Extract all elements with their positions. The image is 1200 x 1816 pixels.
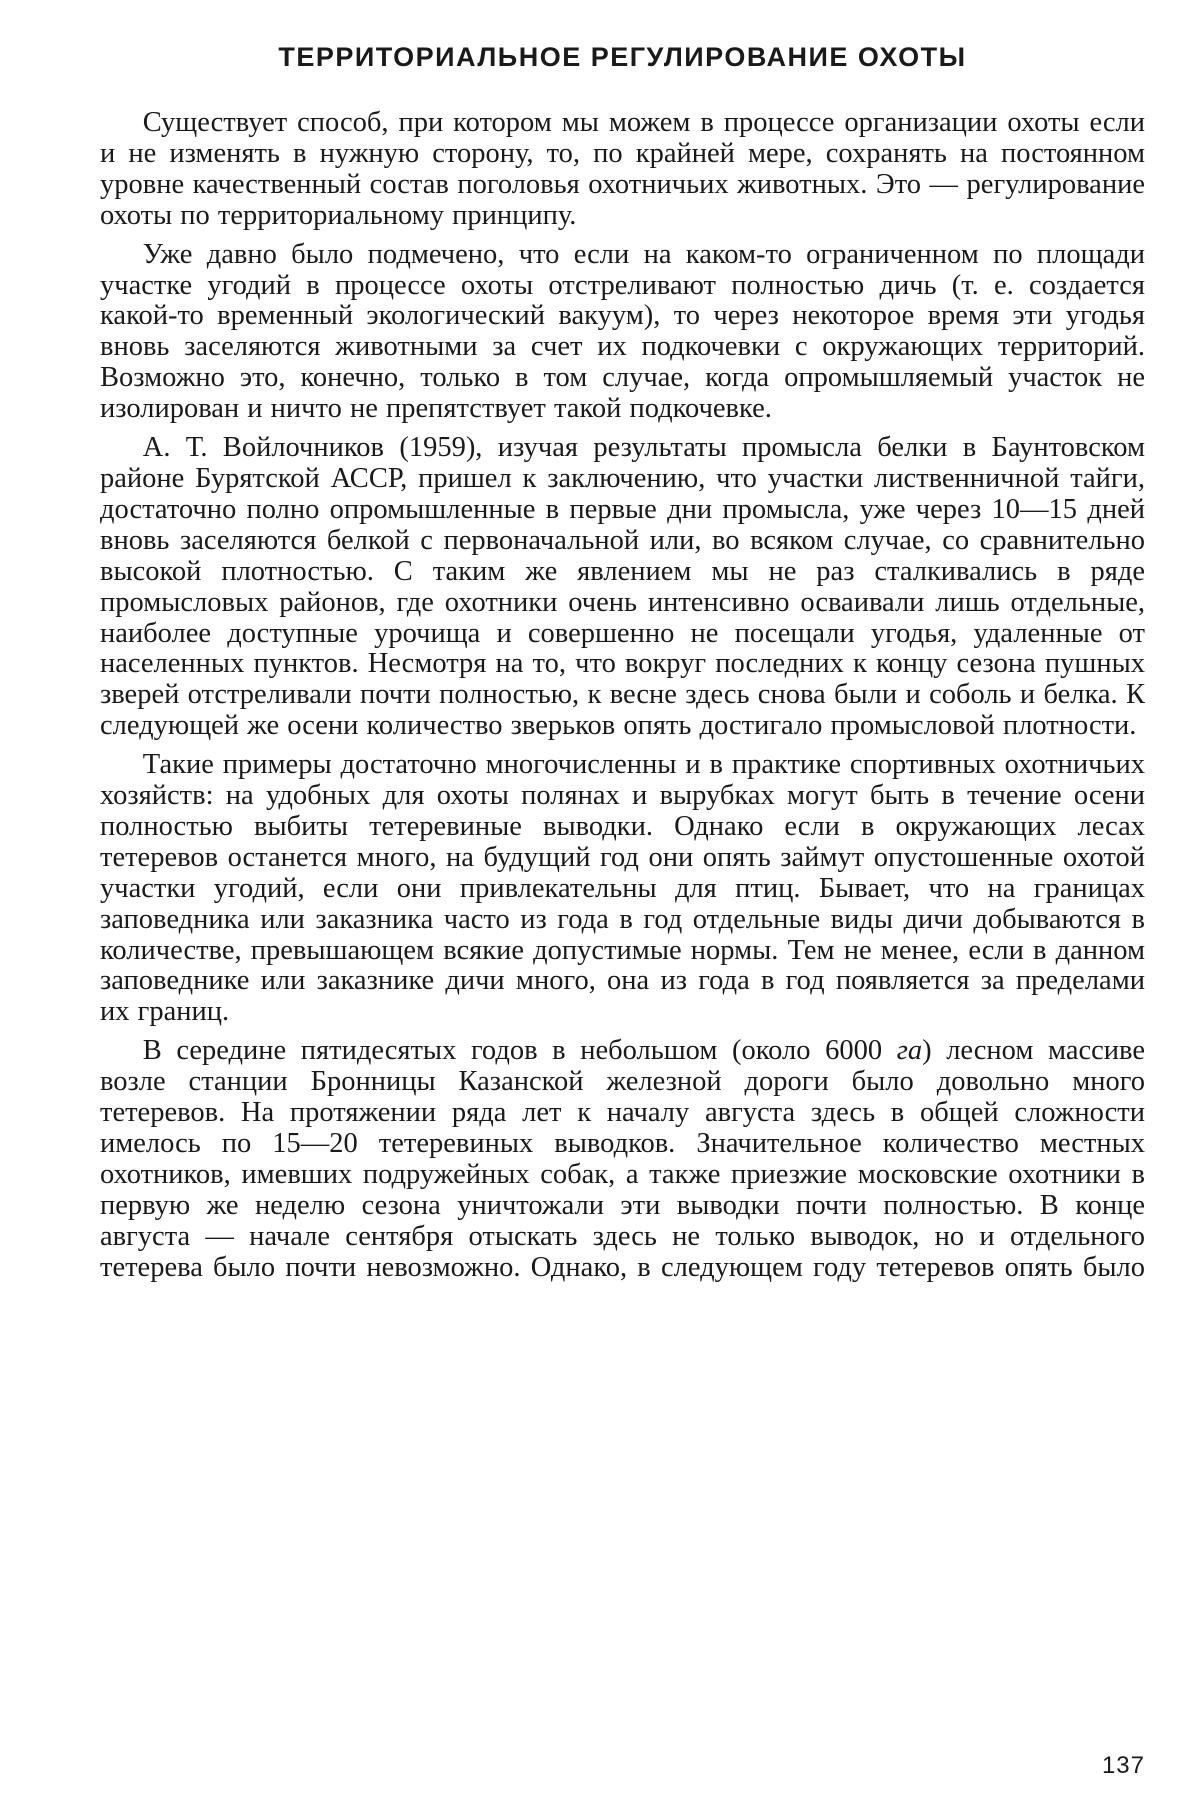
paragraph-5-start: В середине пятидесятых годов в небольшом (около 6000 [142, 1035, 897, 1067]
book-page [100, 40, 1145, 1780]
paragraph-3: А. Т. Войлочников (1959), изучая результаты промысла белки в Баунтовском районе Бурятской АССР, пришел к заключению, что участки лиственничной тайги, достаточно полно опромышленные в первые дни промысла, уже через 10—15 дней вновь заселяются белкой с первоначальной или, во всяком случае, со сравнительно высокой плотностью. С таким же явлением мы не раз сталкивались в ряде промысловых районов, где охотники очень интенсивно осваивали лишь отдельные, наиболее доступные урочища и совершенно не посещали угодья, удаленные от населенных пунктов. Несмотря на то, что вокруг последних к концу сезона пушных зверей отстреливали почти полностью, к весне здесь снова были и соболь и белка. К следующей же осени количество зверьков опять достигало промысловой плотности. [100, 432, 1145, 742]
page-number: 137 [1101, 1752, 1145, 1779]
chapter-heading: ТЕРРИТОРИАЛЬНОЕ РЕГУЛИРОВАНИЕ ОХОТЫ [278, 42, 967, 72]
paragraph-5 [100, 1036, 1145, 1283]
paragraph-5-rest: ) лесном массиве возле станции Бронницы Казанской железной дороги было довольно много тетеревов. На протяжении ряда лет к началу августа здесь в общей сложности имелось по 15—20 тетеревиных выводков. Значительное количество местных охотников, имевших подружейных собак, а также приезжие московские охотники в первую же неделю сезона уничтожали эти выводки почти полностью. В конце августа — начале сентября отыскать здесь не только выводок, но и отдельного тетерева было почти невозможно. Однако, в следующем году тетеревов опять было [100, 1035, 1146, 1283]
paragraph-1: Существует способ, при котором мы можем в процессе организации охоты если и не изменять в нужную сторону, то, по крайней мере, сохранять на постоянном уровне качественный состав поголовья охотничьих животных. Это — регулирование охоты по территориальному принципу. [100, 107, 1145, 231]
area-unit: га [896, 1035, 923, 1067]
paragraph-4: Такие примеры достаточно многочисленны и в практике спортивных охотничьих хозяйств: на удобных для охоты полянах и вырубках могут быть в течение осени полностью выбиты тетеревиные выводки. Однако если в окружающих лесах тетеревов останется много, на будущий год они опять займут опустошенные охотой участки угодий, если они привлекательны для птиц. Бывает, что на границах заповедника или заказника часто из года в год отдельные виды дичи добываются в количестве, превышающем всякие допустимые нормы. Тем не менее, если в данном заповеднике или заказнике дичи много, она из года в год появляется за пределами их границ. [100, 749, 1145, 1028]
paragraph-2: Уже давно было подмечено, что если на каком-то ограниченном по площади участке угодий в процессе охоты отстреливают полностью дичь (т. е. создается какой-то временный экологический вакуум), то через некоторое время эти угодья вновь заселяются животными за счет их подкочевки с окружающих территорий. Возможно это, конечно, только в том случае, когда опромышляемый участок не изолирован и ничто не препятствует такой подкочевке. [100, 238, 1145, 425]
